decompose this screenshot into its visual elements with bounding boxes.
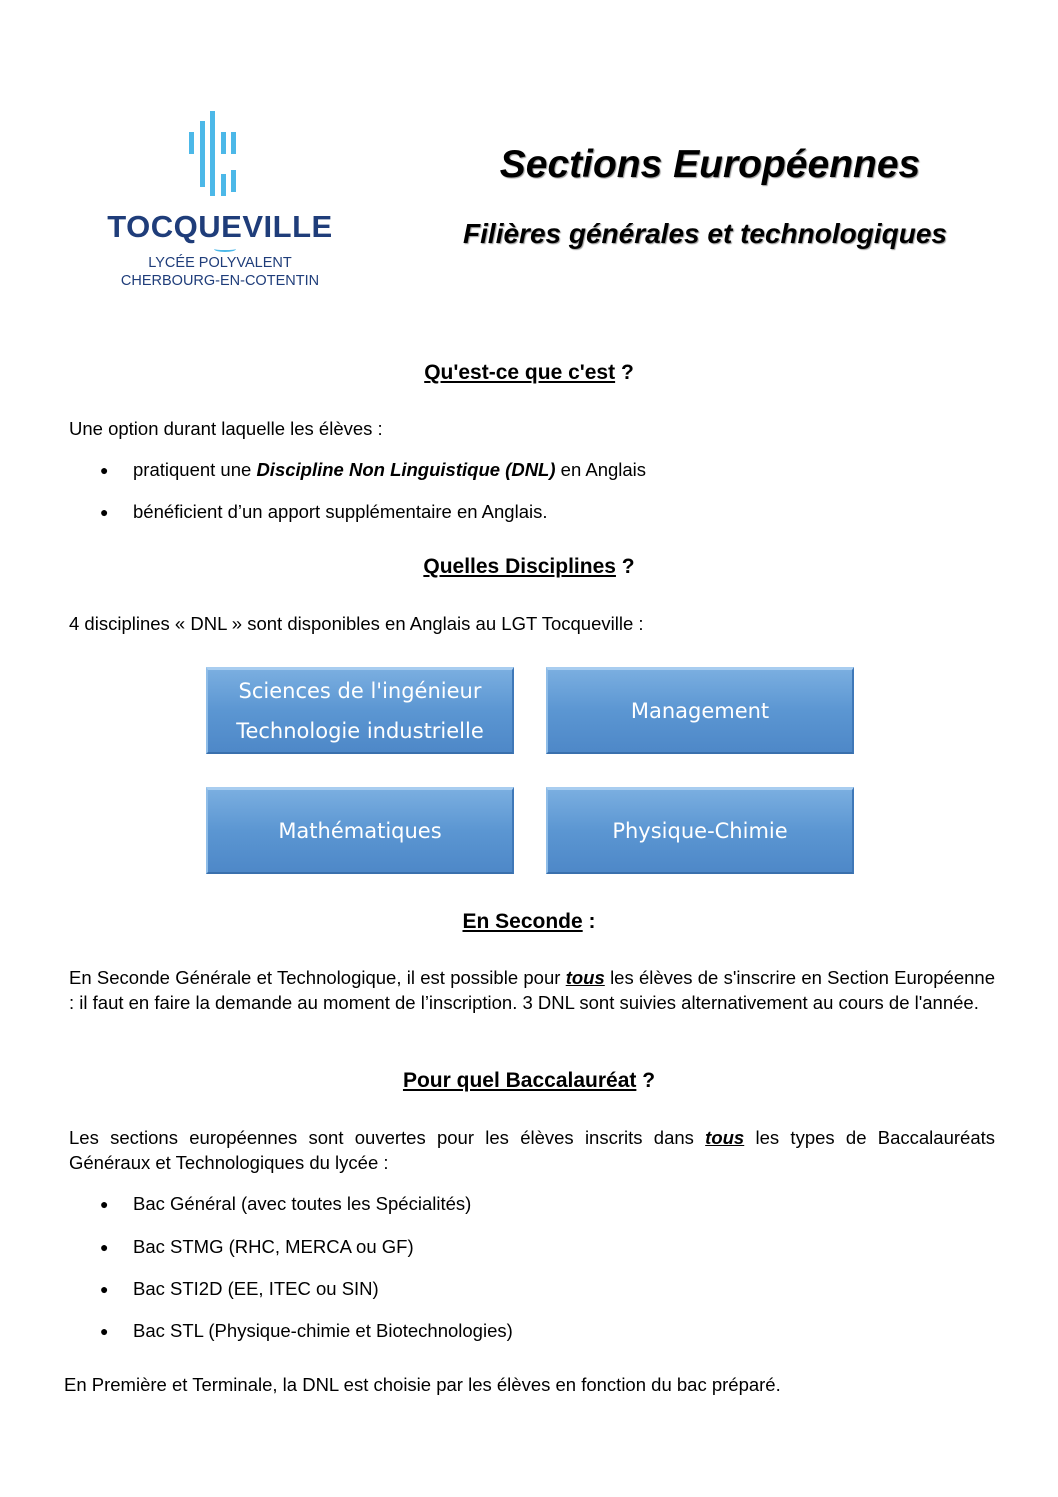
emphasis-tous: tous	[705, 1127, 745, 1148]
school-logo	[100, 105, 340, 295]
logo-bars-icon	[189, 108, 249, 198]
discipline-label: Physique-Chimie	[612, 819, 788, 843]
bac-item: Bac STI2D (EE, ITEC ou SIN)	[133, 1278, 379, 1299]
list-item	[0, 1320, 1058, 1344]
discipline-label: Technologie industrielle	[236, 719, 484, 743]
heading-text: Qu'est-ce que c'est	[424, 361, 616, 384]
bac-item: Bac Général (avec toutes les Spécialités)	[133, 1193, 472, 1214]
discipline-label: Management	[630, 699, 770, 723]
list-item	[0, 1278, 1058, 1302]
bac-item: Bac STL (Physique-chimie et Biotechnologies)	[133, 1320, 513, 1341]
heading-text: Quelles Disciplines	[423, 555, 616, 578]
page-title: Sections Européennes	[499, 143, 921, 186]
discipline-label: Sciences de l'ingénieur	[238, 679, 482, 703]
discipline-box-mathematics	[206, 787, 514, 874]
paragraph-text: Les sections européennes sont ouvertes pour les élèves inscrits dans	[69, 1127, 706, 1148]
heading-suffix: ?	[636, 1069, 656, 1092]
heading-baccalaureat	[0, 1069, 1058, 1093]
logo-wave-icon	[214, 246, 236, 252]
discipline-box-engineering	[206, 667, 514, 754]
heading-suffix: ?	[615, 555, 635, 578]
page-subtitle: Filières générales et technologiques	[463, 218, 947, 249]
bullet-icon: ●	[100, 1323, 109, 1339]
heading-text: Pour quel Baccalauréat	[402, 1069, 637, 1092]
paragraph-text: les élèves de s'inscrire en Section Européenne : il faut en faire la demande au moment de l’inscription. 3 DNL sont suivies alternativement au cours de l'année.	[69, 967, 995, 1013]
disciplines-grid	[206, 667, 858, 879]
footer-text: En Première et Terminale, la DNL est choisie par les élèves en fonction du bac préparé.	[64, 1374, 781, 1395]
bullet-text: en Anglais	[555, 459, 647, 480]
bullet-text: pratiquent une	[133, 459, 257, 480]
heading-seconde	[0, 910, 1058, 934]
bullet-text: bénéficient d’un apport supplémentaire en Anglais.	[133, 501, 548, 522]
logo-line2: CHERBOURG-EN-COTENTIN	[120, 273, 320, 289]
bac-item: Bac STMG (RHC, MERCA ou GF)	[133, 1236, 414, 1257]
dnl-emphasis: Discipline Non Linguistique (DNL)	[256, 459, 556, 480]
discipline-box-physics-chemistry	[546, 787, 854, 874]
disciplines-intro: 4 disciplines « DNL » sont disponibles en Anglais au LGT Tocqueville :	[69, 613, 644, 634]
paragraph-text: les types de Baccalauréats Généraux et Technologiques du lycée :	[69, 1127, 995, 1173]
bullet-icon: ●	[100, 1196, 109, 1212]
list-item	[0, 1236, 1058, 1260]
bullet-icon: ●	[100, 1281, 109, 1297]
emphasis-tous: tous	[565, 967, 605, 988]
list-item	[0, 1193, 1058, 1217]
heading-suffix: ?	[615, 361, 634, 384]
discipline-box-management	[546, 667, 854, 754]
heading-suffix: :	[582, 910, 596, 933]
bac-paragraph	[69, 1125, 995, 1175]
heading-what-is-it	[0, 361, 1058, 385]
logo-name: TOCQUEVILLE	[107, 209, 333, 244]
seconde-paragraph	[69, 965, 995, 1015]
discipline-label: Mathématiques	[278, 819, 442, 843]
intro-text: Une option durant laquelle les élèves :	[69, 418, 383, 439]
bullet-icon: ●	[100, 1239, 109, 1255]
bullet-icon: ●	[100, 462, 109, 478]
list-item	[0, 501, 1058, 525]
bullet-icon: ●	[100, 504, 109, 520]
list-item	[0, 459, 1058, 483]
logo-line1: LYCÉE POLYVALENT	[148, 255, 292, 271]
heading-disciplines	[0, 555, 1058, 579]
paragraph-text: En Seconde Générale et Technologique, il est possible pour	[69, 967, 566, 988]
heading-text: En Seconde	[462, 910, 583, 933]
